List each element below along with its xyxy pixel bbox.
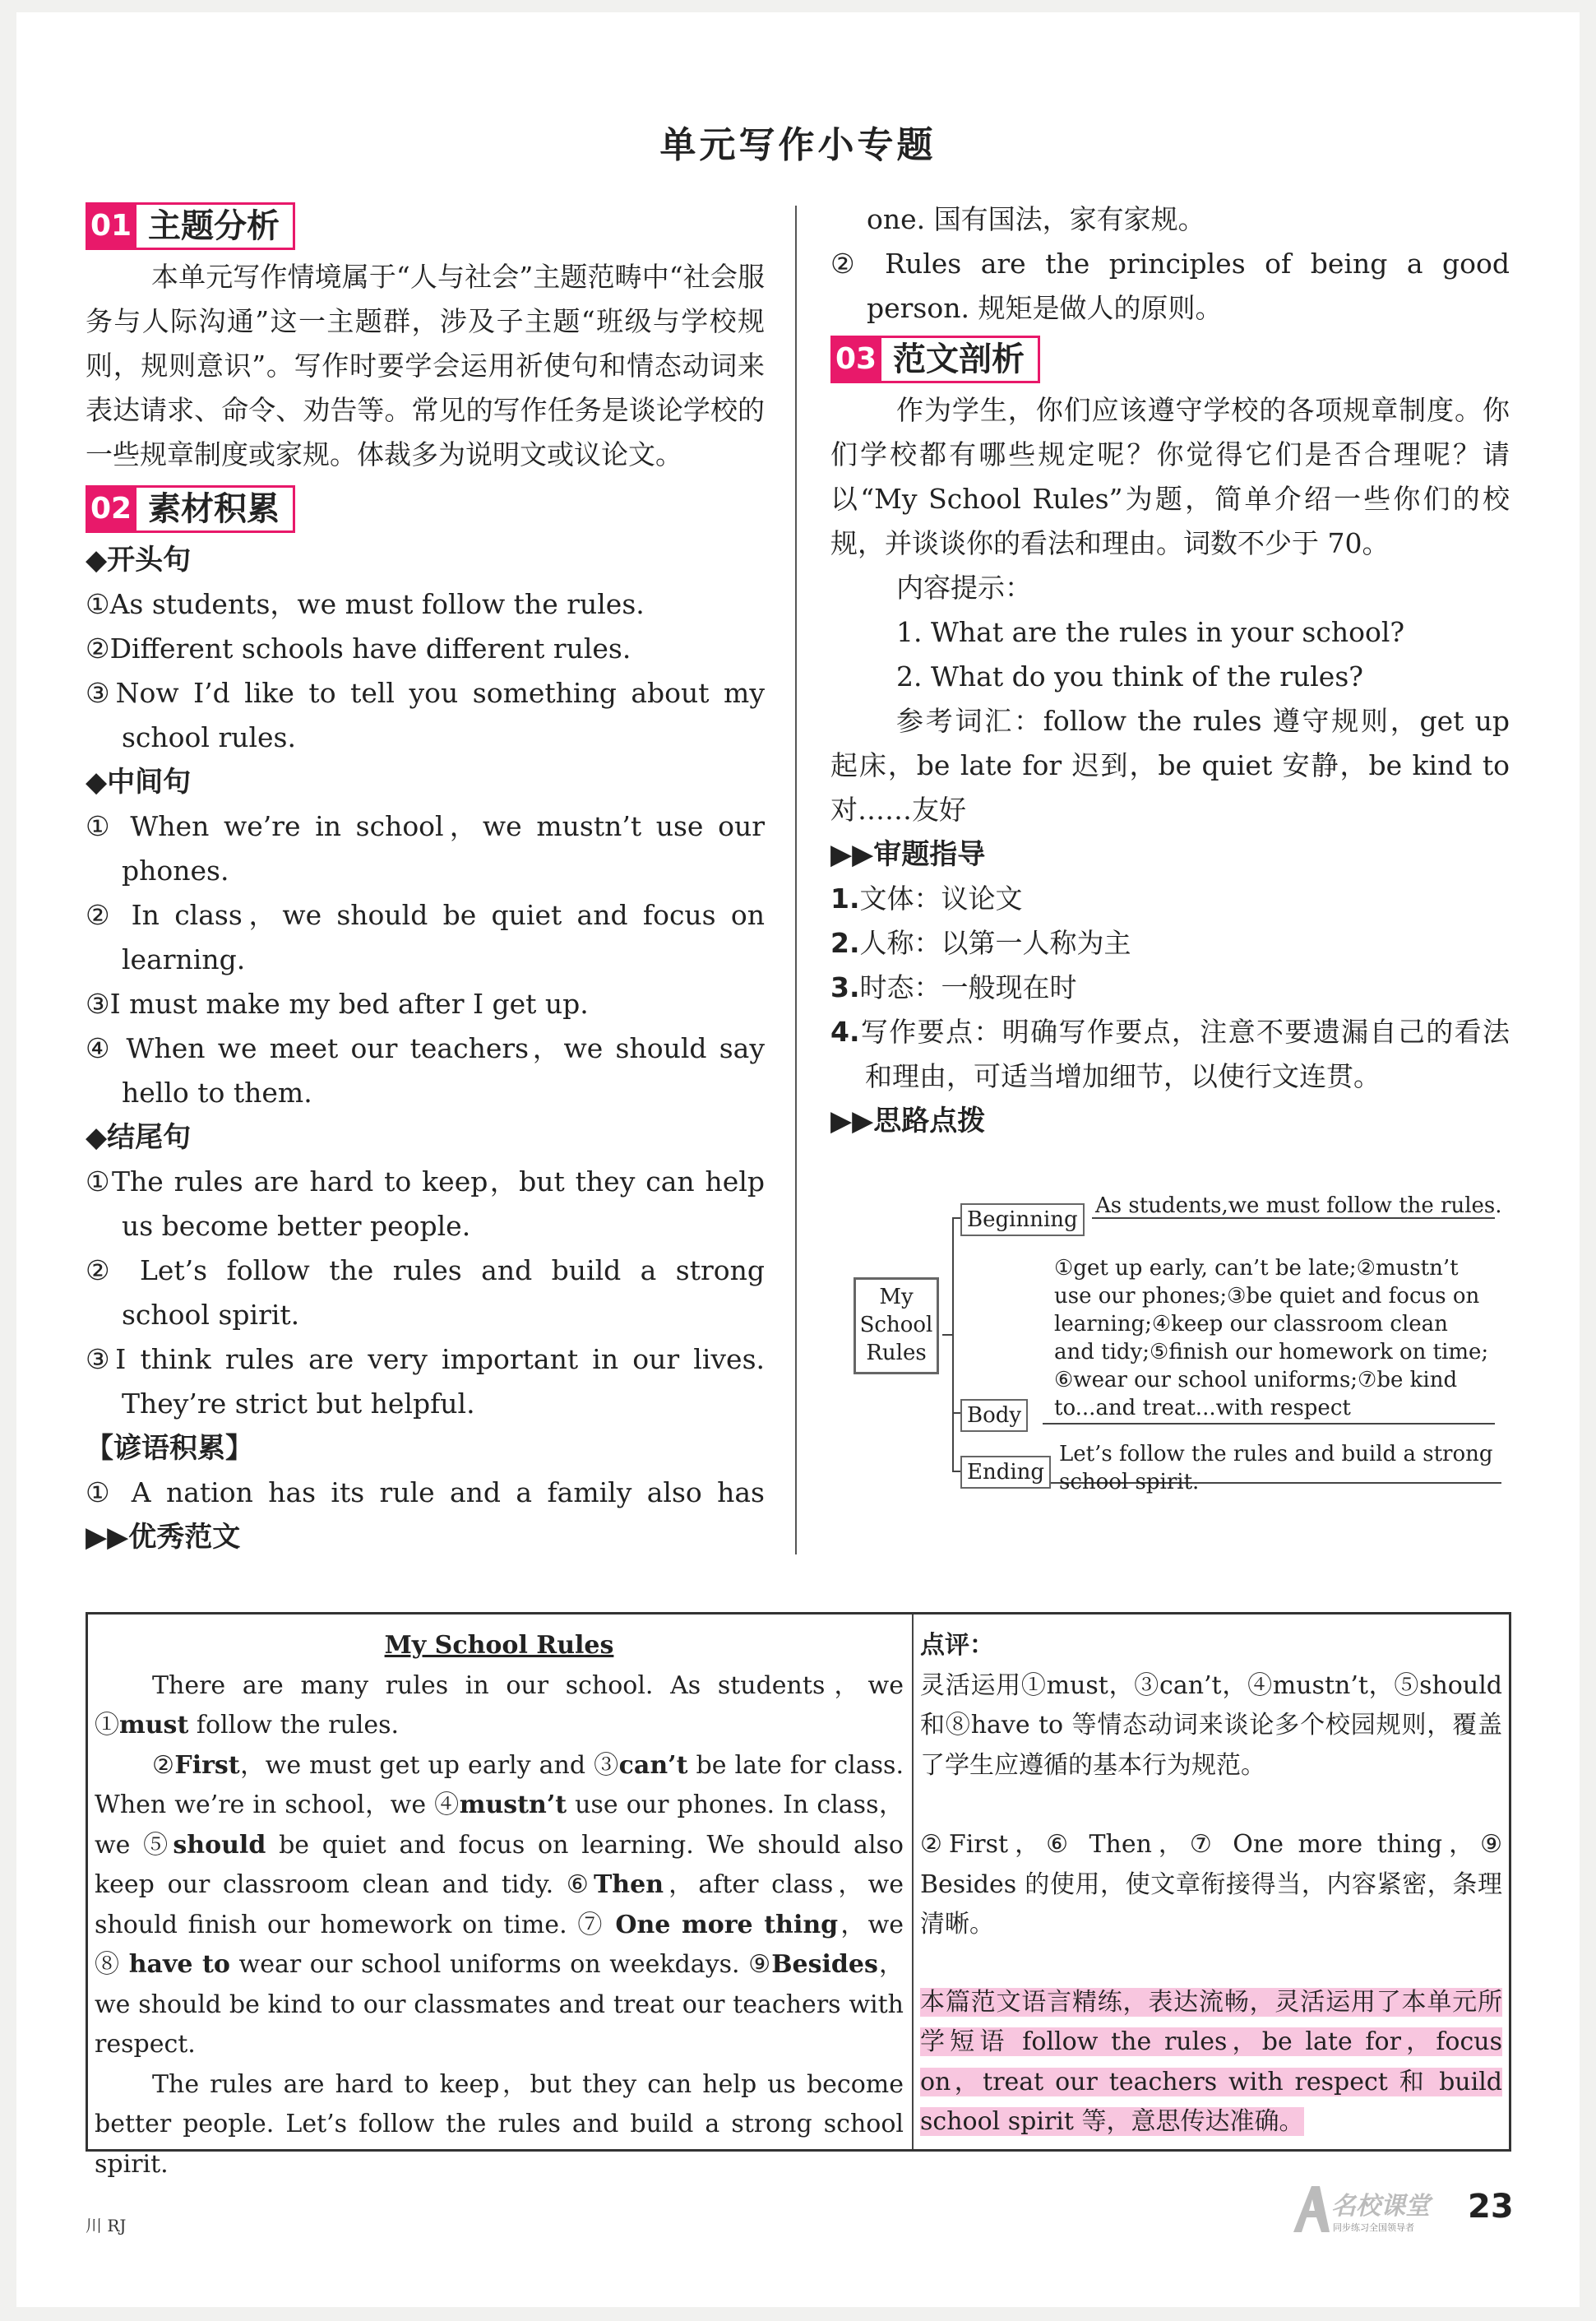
theme-analysis-text: 本单元写作情境属于“人与社会”主题范畴中“社会服务与人际沟通”这一主题群，涉及子主题“班级与学校规则，规则意识”。写作时要学会运用祈使句和情态动词来表达请求、命令、劝告等。常见的写作任务是谈论学校的一些规章制度或家规。体裁多为说明文或议论文。 [86, 261, 765, 470]
opening-sentence: ②Different schools have different rules. [86, 632, 631, 665]
body-text [1054, 1254, 1488, 1422]
proverb-line: ② Rules are the principles of being a good person. 规矩是做人的原则。 [830, 248, 1510, 324]
highlighted-review: 本篇范文语言精练，表达流畅，灵活运用了本单元所学短语 follow the rules，be late for，focus on，treat our teachers with respect 和 build school spirit 等，意思传达准确。 [920, 1987, 1502, 2136]
essay-paragraph-1 [95, 1666, 904, 1746]
essay-paragraph-3: The rules are hard to keep，but they can help us become better people. Let’s follow the rules and build a strong school spirit. [95, 2069, 904, 2179]
middle-sentence: ④ When we meet our teachers，we should say hello to them. [86, 1032, 765, 1109]
ending-line: Let’s follow the rules and build a strong [1059, 1442, 1493, 1466]
body-line: and tidy;⑤finish our homework on time; [1054, 1340, 1489, 1364]
middle-sentence: ① When we’re in school，we mustn’t use our phones. [86, 810, 765, 887]
ending-label: Ending [960, 1456, 1051, 1489]
opening-heading: ◆开头句 [86, 544, 192, 577]
essay-text: ，we should be kind to our classmates and treat our teachers with respect. [95, 1950, 904, 2059]
hint-item: 2. What do you think of the rules? [896, 660, 1363, 693]
guide-text: 写作要点：明确写作要点，注意不要遗漏自己的看法和理由，可适当增加细节，以使行文连贯。 [859, 1016, 1510, 1092]
hint-heading: 内容提示： [896, 572, 1032, 604]
review-panel [920, 1626, 1502, 2143]
essay-keyword: First [174, 1750, 240, 1780]
column-divider [795, 206, 797, 1554]
essay-text: wear our school uniforms on weekdays. ⑨ [229, 1950, 772, 1979]
review-comment-1: 灵活运用①must，③can’t，④mustn’t，⑤should和⑧have to 等情态动词来谈论多个校园规则，覆盖了学生应遵循的基本行为规范。 [920, 1670, 1502, 1780]
body-line: to...and treat...with respect [1054, 1396, 1351, 1420]
writing-prompt: 作为学生，你们应该遵守学校的各项规章制度。你们学校都有哪些规定呢？你觉得它们是否合理呢？请以“My School Rules”为题，简单介绍一些你们的校规，并谈谈你的看法和理由。词数不少于 70。 [830, 394, 1510, 559]
body-line: use our phones;③be quiet and focus on [1054, 1284, 1480, 1309]
body-line: learning;④keep our classroom clean [1054, 1312, 1448, 1337]
section-number: 01 [86, 202, 136, 250]
connector-line [952, 1217, 960, 1219]
guide-text: 人称：以第一人称为主 [859, 927, 1131, 959]
ending-heading: ◆结尾句 [86, 1121, 192, 1154]
middle-sentence: ② In class，we should be quiet and focus on learning. [86, 899, 765, 975]
ending-text [1059, 1440, 1493, 1496]
left-column [86, 197, 765, 1559]
review-comment-3 [920, 1983, 1502, 2143]
section-02-header [86, 485, 765, 533]
proverb-continuation: one. 国有国法，家有家规。 [867, 203, 1205, 235]
ending-sentence: ② Let’s follow the rules and build a strong school spirit. [86, 1254, 765, 1331]
middle-heading: ◆中间句 [86, 766, 192, 799]
essay-text: ② [152, 1750, 175, 1780]
connector-line [1043, 1423, 1495, 1425]
opening-sentence: ①As students，we must follow the rules. [86, 588, 645, 620]
right-column [830, 197, 1510, 1143]
essay-keyword: have to [128, 1950, 230, 1979]
body-line: ⑥wear our school uniforms;⑦be kind [1054, 1368, 1458, 1392]
logo-text: 名校课堂 [1331, 2192, 1430, 2221]
sample-essay-box [86, 1612, 1511, 2179]
mind-map-center [854, 1277, 939, 1374]
proverb-heading: 【谚语积累】 [86, 1432, 253, 1465]
hint-item: 1. What are the rules in your school? [896, 616, 1405, 648]
publisher-logo [1287, 2181, 1460, 2239]
essay-text: be late for class. When we’re in school，we ④ [95, 1750, 904, 1819]
connector-line [952, 1217, 954, 1471]
section-01-header [86, 202, 765, 250]
connector-line [952, 1471, 960, 1472]
beginning-label: Beginning [960, 1203, 1085, 1236]
section-title: 范文剖析 [881, 336, 1040, 383]
section-number: 03 [830, 336, 881, 383]
essay-keyword: mustn’t [459, 1791, 567, 1819]
essay-keyword: Besides [771, 1950, 878, 1979]
essay-text: use our phones. In class，we ⑤ [95, 1791, 904, 1860]
essay-title: My School Rules [384, 1631, 614, 1660]
box-divider [912, 1615, 914, 2149]
section-number: 02 [86, 485, 136, 533]
proverb-line: ① A nation has its rule and a family also has [86, 1476, 765, 1508]
sample-essay [95, 1626, 904, 2184]
sample-essay-heading: ▶▶优秀范文 [86, 1521, 241, 1554]
ending-sentence: ③I think rules are very important in our lives. They’re strict but helpful. [86, 1343, 765, 1420]
guide-heading: ▶▶审题指导 [830, 838, 986, 871]
guide-text: 文体：议论文 [859, 883, 1023, 915]
footer-edition: 川 RJ [86, 2216, 127, 2235]
essay-text: ，we must get up early and ③ [239, 1750, 619, 1780]
review-comment-2: ②First，⑥ Then，⑦ One more thing，⑨ Besides 的使用，使文章衔接得当，内容紧密，条理清晰。 [920, 1830, 1502, 1939]
page-number: 23 [1468, 2188, 1514, 2226]
middle-sentence: ③I must make my bed after I get up. [86, 988, 589, 1020]
guide-number: 1. [830, 883, 860, 915]
essay-text: follow the rules. [188, 1711, 400, 1740]
guide-number: 4. [830, 1016, 860, 1048]
guide-text: 时态：一般现在时 [859, 971, 1077, 1003]
essay-keyword: Then [593, 1870, 664, 1899]
reference-vocabulary: 参考词汇：follow the rules 遵守规则，get up 起床，be late for 迟到，be quiet 安静，be kind to 对……友好 [830, 705, 1510, 826]
essay-keyword: can’t [618, 1750, 688, 1780]
guide-item [830, 966, 1510, 1010]
essay-keyword: must [119, 1711, 189, 1740]
guide-number: 3. [830, 971, 860, 1003]
center-word: School [859, 1313, 933, 1337]
center-word: Rules [866, 1341, 927, 1365]
body-line: ①get up early, can’t be late;②mustn’t [1054, 1256, 1459, 1281]
essay-text: ，after class，we should finish our homework on time. ⑦ [95, 1870, 904, 1939]
idea-heading: ▶▶思路点拨 [830, 1105, 986, 1137]
connector-line [942, 1334, 952, 1336]
logo-mark-icon [1287, 2181, 1460, 2239]
logo-subtext: 同步练习全国领导者 [1333, 2222, 1414, 2233]
essay-text: ，we ⑧ [95, 1910, 904, 1979]
essay-paragraph-2 [95, 1746, 904, 2065]
ending-line: school spirit. [1059, 1470, 1200, 1494]
page-title: 单元写作小专题 [659, 124, 937, 166]
guide-item [830, 877, 1510, 921]
section-title: 主题分析 [136, 202, 295, 250]
opening-sentence: ③Now I’d like to tell you something about my school rules. [86, 677, 765, 753]
guide-item [830, 1010, 1510, 1099]
essay-keyword: should [173, 1830, 266, 1860]
mind-map [830, 1193, 1510, 1542]
beginning-text: As students,we must follow the rules. [1095, 1193, 1502, 1218]
review-heading: 点评： [920, 1631, 994, 1660]
section-title: 素材积累 [136, 485, 295, 533]
essay-keyword: One more thing [615, 1910, 839, 1939]
connector-line [952, 1412, 960, 1414]
guide-number: 2. [830, 927, 860, 959]
section-03-header [830, 336, 1510, 383]
center-word: My [879, 1285, 914, 1309]
essay-text: be quiet and focus on learning. We should also keep our classroom clean and tidy. ⑥ [95, 1830, 904, 1899]
essay-text: There are many rules in our school. As students，we ① [95, 1670, 904, 1740]
body-label: Body [960, 1399, 1028, 1432]
guide-item [830, 921, 1510, 966]
ending-sentence: ①The rules are hard to keep，but they can help us become better people. [86, 1165, 765, 1242]
